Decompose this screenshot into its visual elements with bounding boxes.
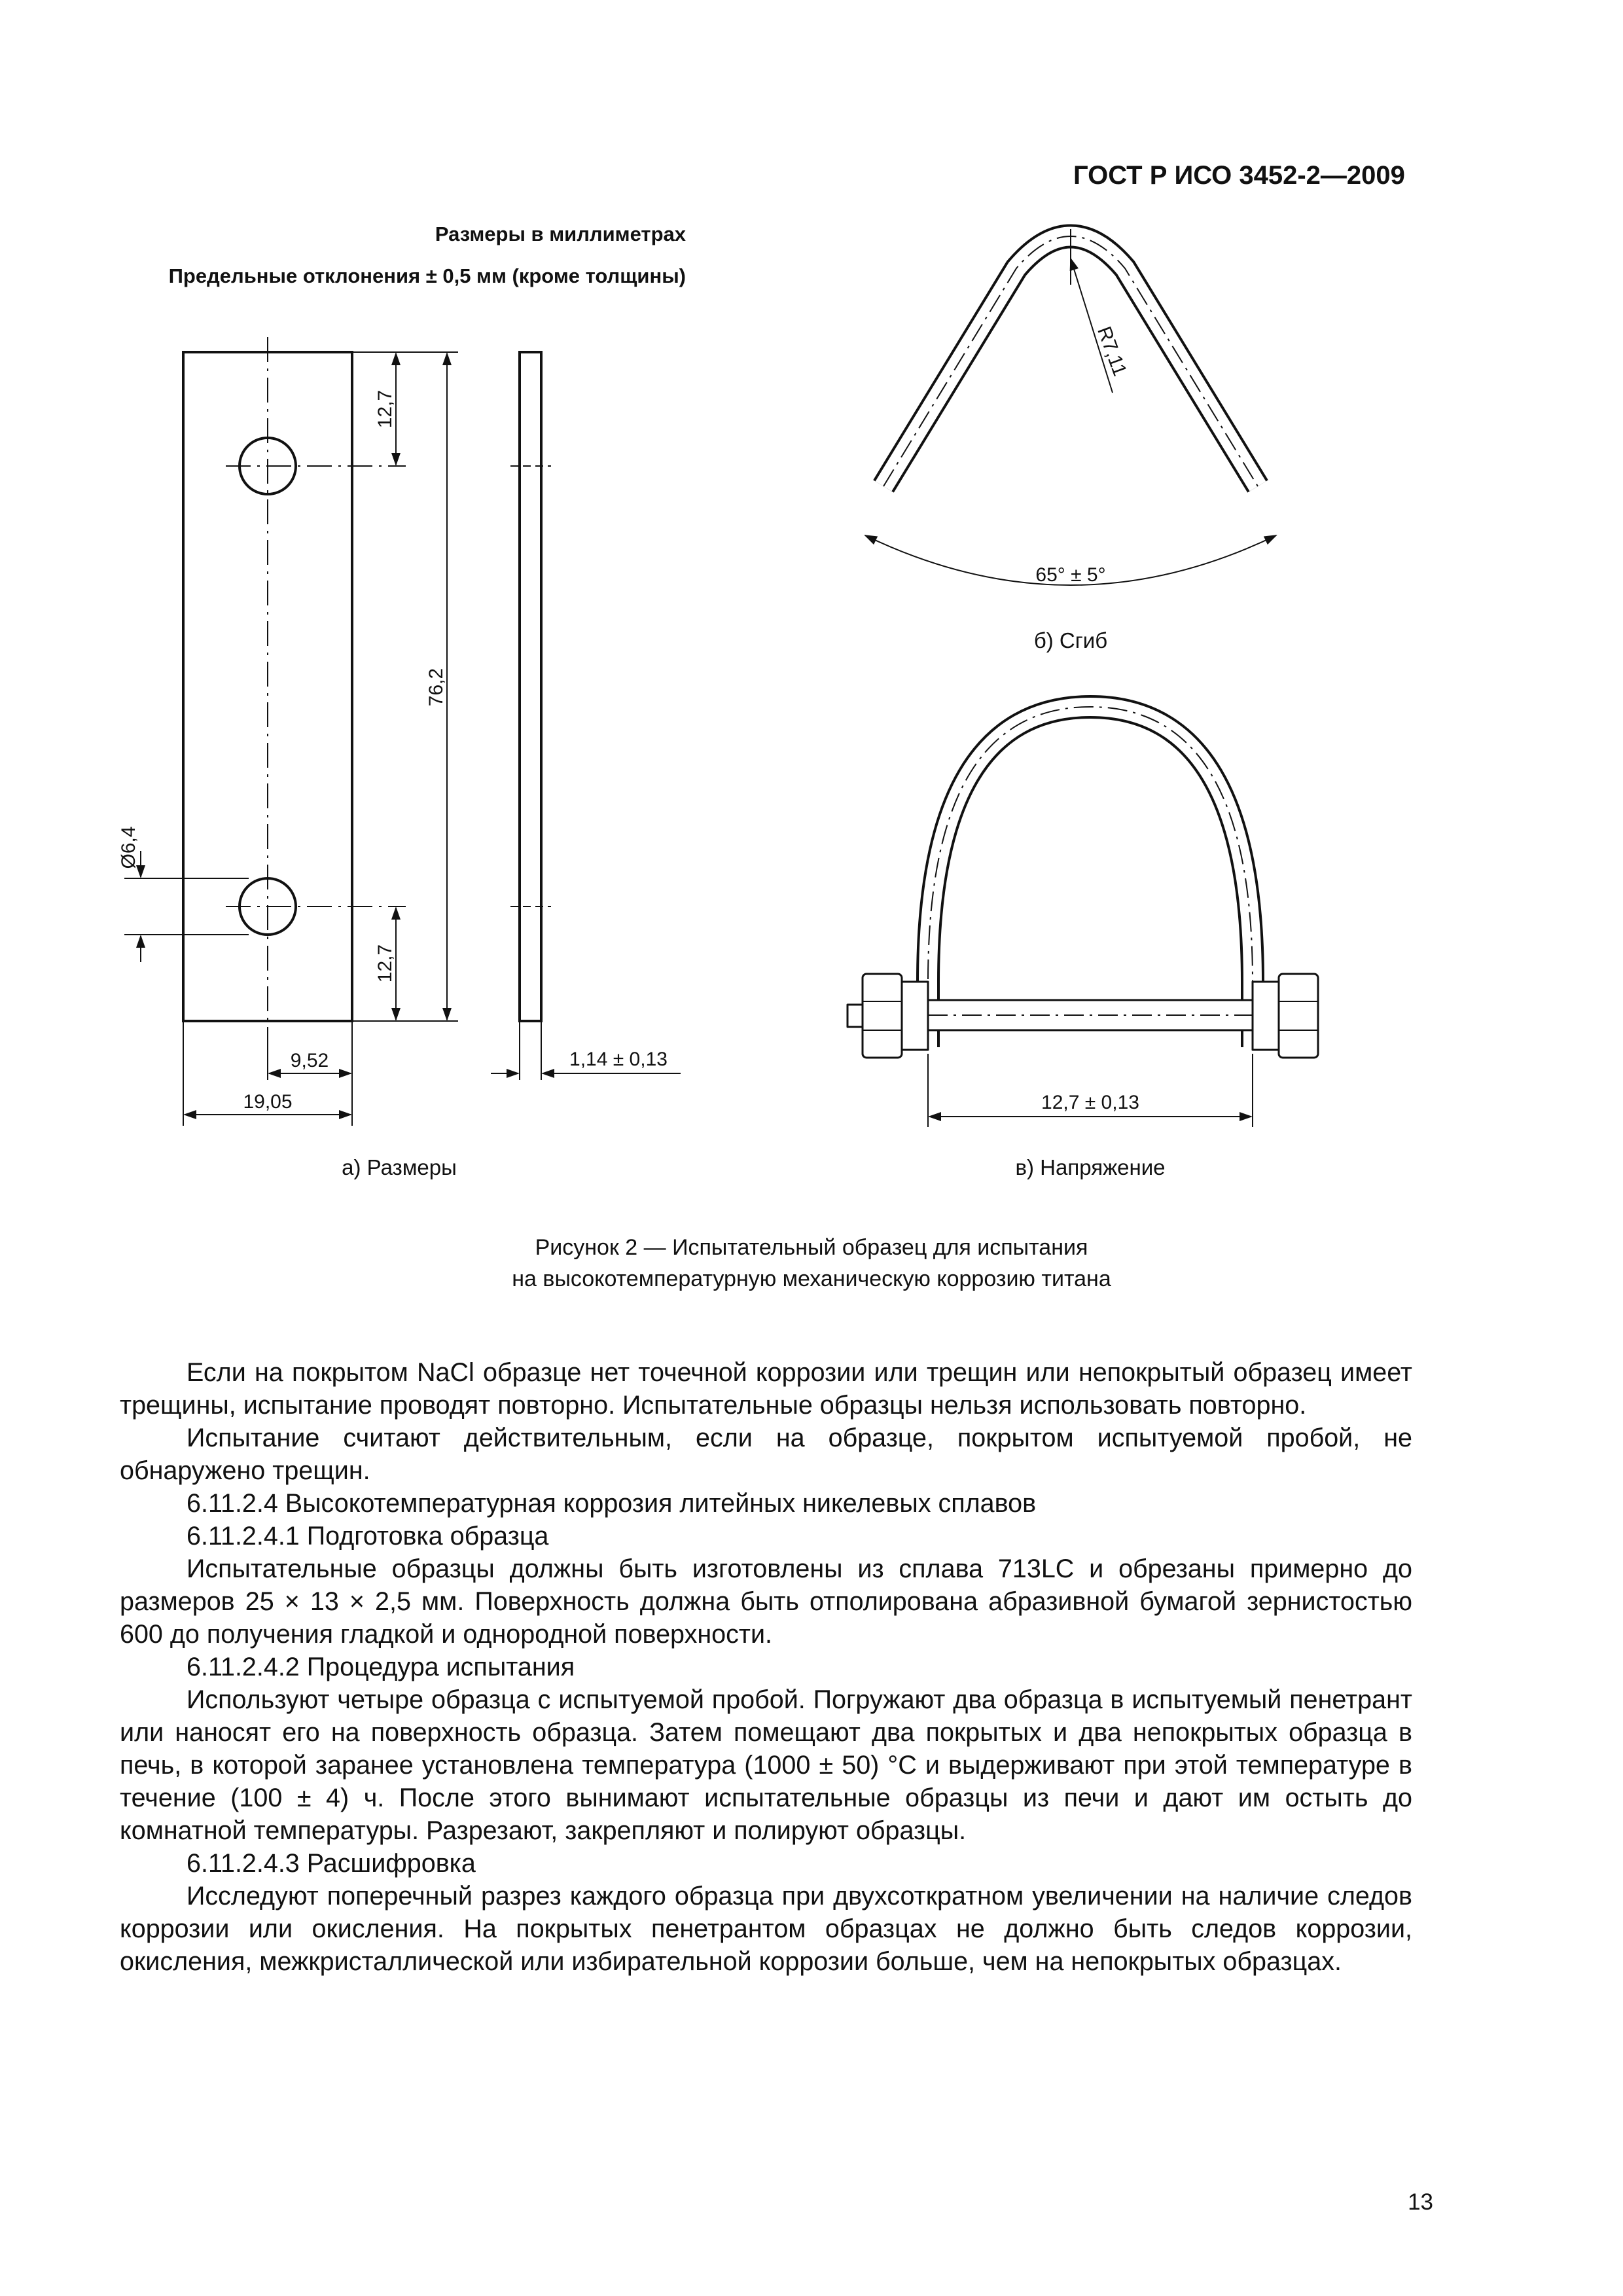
dim-hole-diameter: Ø6,4 — [118, 826, 139, 869]
dim-width: 19,05 — [243, 1091, 293, 1113]
paragraph-procedure: Используют четыре образца с испытуемой пробой. Погружают два образца в испытуемый пенетрант или наносят его на поверхность образца. Затем помещают два покрытых и два непокрытых образца в печь, в которой заранее установлена температура (1000 ± 50) °С и выдерживают при этой температуре в течение (100 ± 4) ч. После этого вынимают испытательные образцы из печи и дают им остыть до комнатной температуры. Разрезают, закрепляют и полируют образцы. — [120, 1685, 1412, 1845]
paragraph-validity: Испытание считают действительным, если на образце, покрытом испытуемой пробой, не обнаружено трещин. — [120, 1424, 1412, 1485]
tolerance-note: Предельные отклонения ± 0,5 мм (кроме толщины) — [168, 264, 686, 287]
dim-hole-bottom-offset: 12,7 — [374, 944, 396, 983]
paragraph-interpretation: Исследуют поперечный разрез каждого образца при двухсоткратном увеличении на наличие следов коррозии или окисления. На покрытых пенетрантом образцах не должно быть следов коррозии, окисления, межкристаллической или избирательной коррозии больше, чем на непокрытых образцах. — [120, 1882, 1412, 1976]
sublabel-stress: в) Напряжение — [1015, 1155, 1166, 1179]
units-note: Размеры в миллиметрах — [435, 223, 686, 245]
plate-dimension-lines — [124, 352, 458, 1126]
figure-caption-line1: Рисунок 2 — Испытательный образец для испытания — [535, 1235, 1088, 1260]
sublabel-bend: б) Сгиб — [1033, 628, 1108, 653]
paragraph-sample-prep: Испытательные образцы должны быть изготовлены из сплава 713LC и обрезаны примерно до размеров 25 × 13 × 2,5 мм. Поверхность должна быть отполирована абразивной бумагой зернистостью 600 до получения гладкой и однородной поверхности. — [120, 1554, 1412, 1649]
dim-hole-top-offset: 12,7 — [374, 389, 396, 429]
dim-bend-radius: R7,11 — [1093, 323, 1131, 379]
dim-half-width: 9,52 — [290, 1050, 329, 1071]
section-heading-sample-prep: 6.11.2.4.1 Подготовка образца — [187, 1522, 549, 1551]
paragraph-retest: Если на покрытом NaCl образце нет точечной коррозии или трещин или непокрытый образец имеет трещины, испытание проводят повторно. Испытательные образцы нельзя использовать повторно. — [120, 1358, 1412, 1420]
plate-side-view — [491, 352, 681, 1080]
dim-bend-angle: 65° ± 5° — [1035, 564, 1106, 586]
figure-caption-line2: на высокотемпературную механическую коррозию титана — [512, 1266, 1111, 1291]
section-heading-procedure: 6.11.2.4.2 Процедура испытания — [187, 1653, 575, 1681]
dim-hole-spacing: 76,2 — [425, 668, 447, 707]
bend-specimen — [865, 229, 1276, 585]
dim-stress-span: 12,7 ± 0,13 — [1041, 1092, 1139, 1113]
dim-thickness: 1,14 ± 0,13 — [569, 1049, 668, 1070]
document-code-header: ГОСТ Р ИСО 3452-2—2009 — [1073, 161, 1405, 190]
stress-fixture — [847, 707, 1318, 1127]
section-heading-nickel-corrosion: 6.11.2.4 Высокотемпературная коррозия литейных никелевых сплавов — [187, 1489, 1037, 1518]
sublabel-dimensions: а) Размеры — [342, 1155, 457, 1179]
page-number: 13 — [1408, 2189, 1433, 2215]
body-text — [120, 1356, 1412, 1978]
section-heading-interpretation: 6.11.2.4.3 Расшифровка — [187, 1849, 476, 1878]
